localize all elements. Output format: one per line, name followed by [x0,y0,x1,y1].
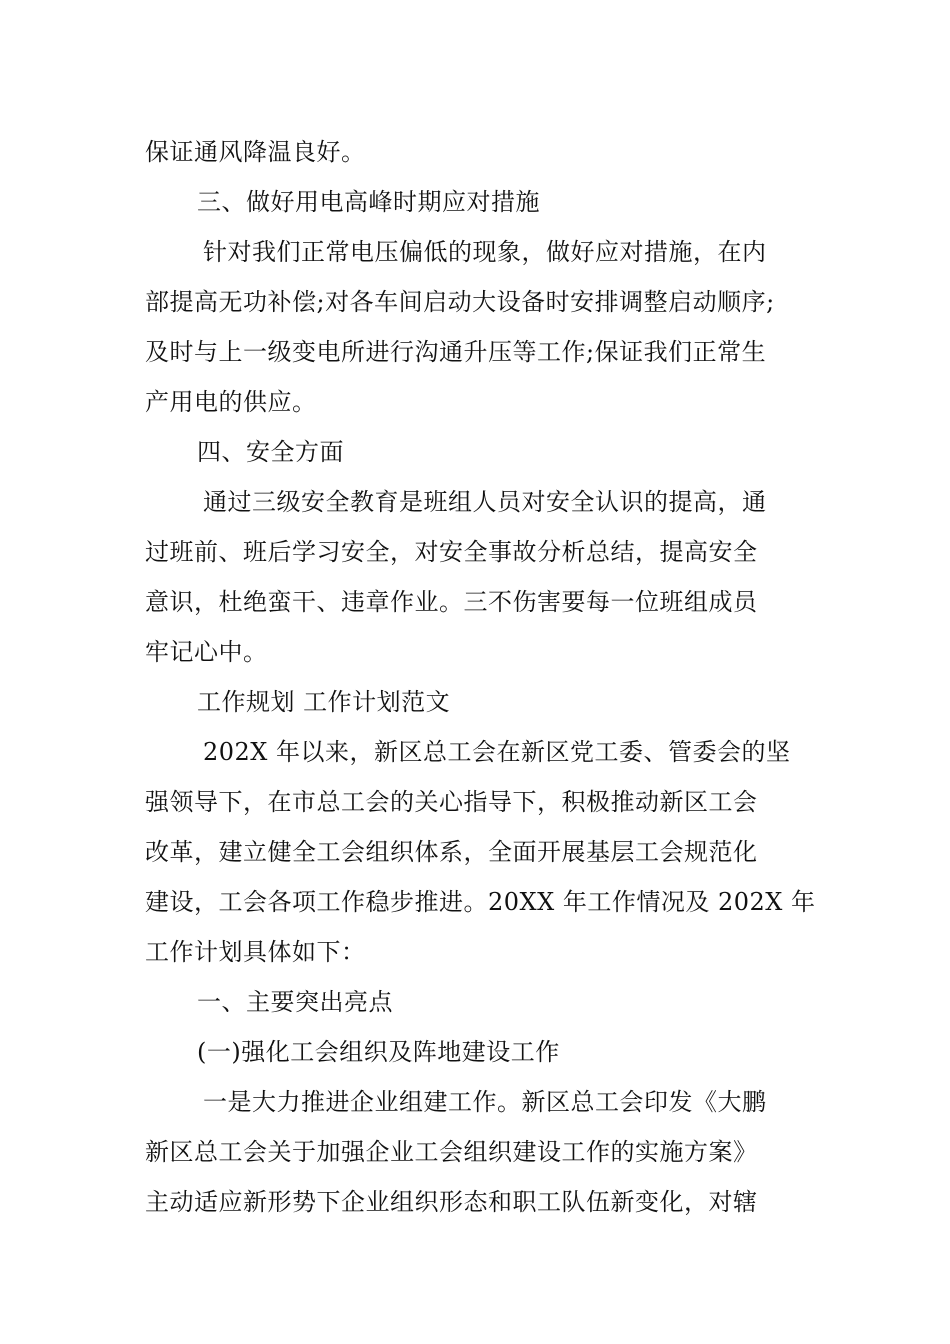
section-heading: 四、安全方面 [197,438,344,466]
paragraph-line: 一是大力推进企业组建工作。新区总工会印发《大鹏 [203,1088,767,1116]
paragraph-line: 改革，建立健全工会组织体系，全面开展基层工会规范化 [145,838,758,866]
paragraph-line: 建设，工会各项工作稳步推进。20XX 年工作情况及 202X 年 [145,888,816,916]
paragraph-line: 强领导下，在市总工会的关心指导下，积极推动新区工会 [145,788,758,816]
paragraph-line: 通过三级安全教育是班组人员对安全认识的提高，通 [203,488,767,516]
document-title: 工作规划 工作计划范文 [197,688,451,716]
section-heading: 一、主要突出亮点 [197,988,393,1016]
section-heading: 三、做好用电高峰时期应对措施 [197,188,540,216]
paragraph-line: 保证通风降温良好。 [145,138,366,166]
paragraph-line: 工作计划具体如下： [145,938,366,966]
paragraph-line: 及时与上一级变电所进行沟通升压等工作;保证我们正常生 [145,338,767,366]
subsection-heading: (一)强化工会组织及阵地建设工作 [197,1038,560,1066]
paragraph-line: 主动适应新形势下企业组织形态和职工队伍新变化，对辖 [145,1188,758,1216]
paragraph-line: 意识，杜绝蛮干、违章作业。三不伤害要每一位班组成员 [145,588,758,616]
paragraph-line: 过班前、班后学习安全，对安全事故分析总结，提高安全 [145,538,758,566]
paragraph-line: 产用电的供应。 [145,388,317,416]
paragraph-line: 新区总工会关于加强企业工会组织建设工作的实施方案》 [145,1138,758,1166]
paragraph-line: 针对我们正常电压偏低的现象，做好应对措施，在内 [203,238,767,266]
paragraph-line: 牢记心中。 [145,638,268,666]
paragraph-line: 部提高无功补偿;对各车间启动大设备时安排调整启动顺序; [145,288,775,316]
paragraph-line: 202X 年以来，新区总工会在新区党工委、管委会的坚 [203,738,791,766]
